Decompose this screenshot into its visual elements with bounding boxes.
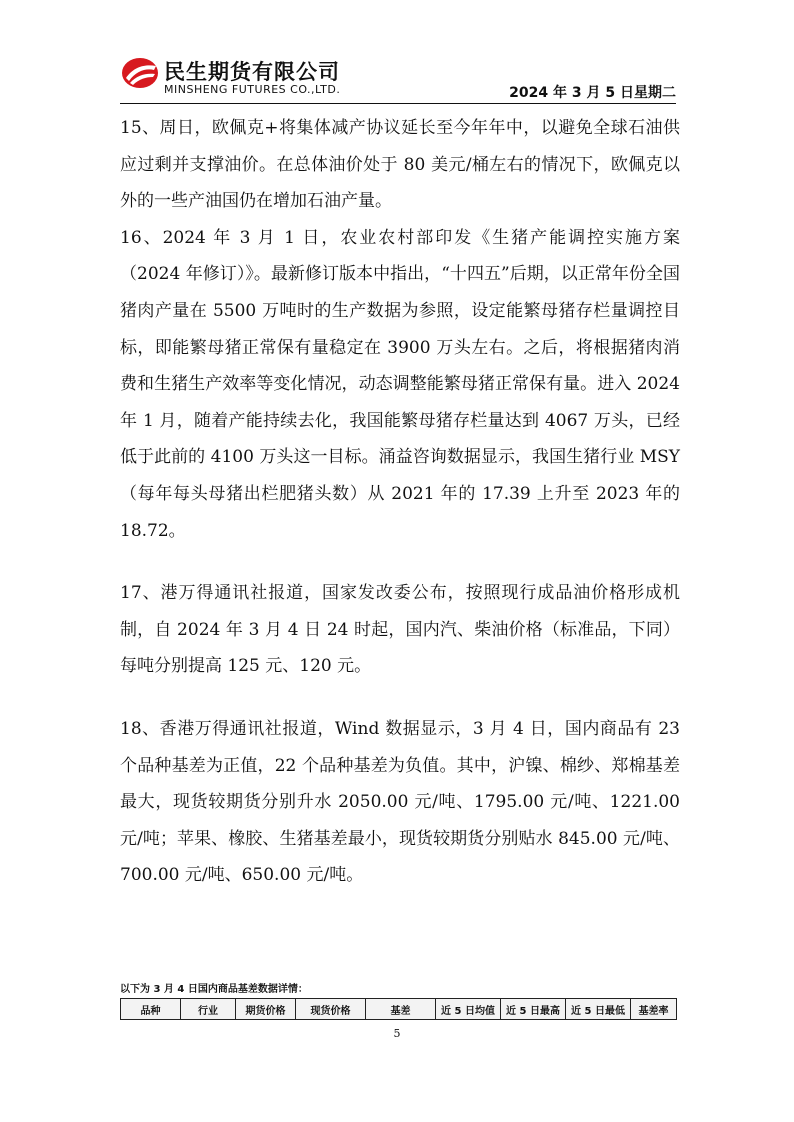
column-header-spot-price: 现货价格 (296, 999, 366, 1020)
paragraph-gap (120, 685, 680, 711)
news-body (120, 110, 680, 894)
news-item-17: 17、港万得通讯社报道，国家发改委公布，按照现行成品油价格形成机制，自 2024 年 3 月 4 日 24 时起，国内汽、柴油价格（标准品，下同）每吨分别提高 125 元、120 元。 (120, 583, 680, 677)
minsheng-logo-icon (120, 56, 160, 90)
page-number: 5 (393, 1027, 401, 1040)
header-divider (120, 103, 676, 104)
column-header-futures-price: 期货价格 (236, 999, 296, 1020)
basis-data-table (120, 998, 677, 1020)
column-header-basis-rate: 基差率 (631, 999, 677, 1020)
report-date: 2024 年 3 月 5 日星期二 (509, 85, 676, 101)
news-item-15: 15、周日，欧佩克+将集体减产协议延长至今年年中，以避免全球石油供应过剩并支撑油价。在总体油价处于 80 美元/桶左右的情况下，欧佩克以外的一些产油国仍在增加石油产量。 (120, 118, 680, 212)
page-header (120, 52, 676, 102)
brand-name-en: MINSHENG FUTURES CO.,LTD. (164, 83, 341, 96)
news-item-18: 18、香港万得通讯社报道，Wind 数据显示，3 月 4 日，国内商品有 23 个品种基差为正值，22 个品种基差为负值。其中，沪镍、棉纱、郑棉基差最大，现货较期货分别升水 2050.00 元/吨、1795.00 元/吨、1221.00 元/吨；苹果、橡胶、生猪基差最小，现货较期货分别贴水 845.00 元/吨、700.00 元/吨、650.00 元/吨。 (120, 718, 680, 886)
brand-name-cn: 民生期货有限公司 (164, 60, 340, 84)
column-header-basis: 基差 (366, 999, 436, 1020)
news-item-16: 16、2024 年 3 月 1 日，农业农村部印发《生猪产能调控实施方案（2024 年修订）》。最新修订版本中指出，“十四五”后期，以正常年份全国猪肉产量在 5500 万吨时的生产数据为参照，设定能繁母猪存栏量调控目标，即能繁母猪正常保有量稳定在 3900 万头左右。之后，将根据猪肉消费和生猪生产效率等变化情况，动态调整能繁母猪正常保有量。进入 2024 年 1 月，随着产能持续去化，我国能繁母猪存栏量达到 4067 万头，已经低于此前的 4100 万头这一目标。涌益咨询数据显示，我国生猪行业 MSY（每年每头母猪出栏肥猪头数）从 2021 年的 17.39 上升至 2023 年的 18.72。 (120, 227, 680, 541)
table-header-row (121, 999, 677, 1020)
column-header-5day-low: 近 5 日最低 (566, 999, 631, 1020)
table-caption: 以下为 3 月 4 日国内商品基差数据详情： (120, 984, 308, 995)
paragraph-gap (120, 549, 680, 575)
column-header-industry: 行业 (181, 999, 236, 1020)
column-header-5day-high: 近 5 日最高 (501, 999, 566, 1020)
column-header-variety: 品种 (121, 999, 181, 1020)
column-header-5day-avg: 近 5 日均值 (436, 999, 501, 1020)
